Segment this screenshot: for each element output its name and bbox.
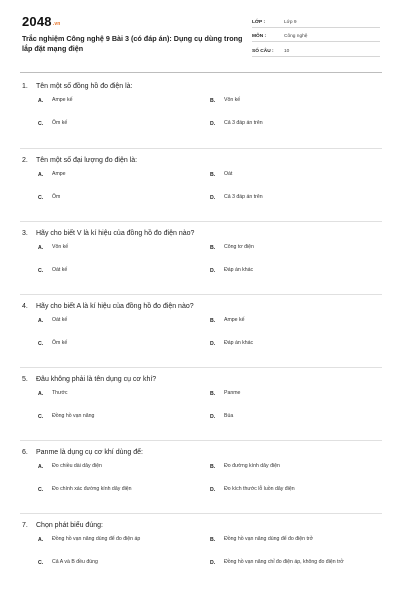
option-text: Đáp án khác <box>224 340 254 346</box>
answer-option[interactable] <box>38 413 214 420</box>
option-text: Cả A và B đều đúng <box>52 559 98 565</box>
option-letter: C. <box>38 267 44 274</box>
question-divider <box>20 440 382 441</box>
option-letter: C. <box>38 559 44 566</box>
meta-value: Công nghệ <box>284 34 308 39</box>
option-text: Búa <box>224 413 234 419</box>
answer-options <box>20 166 382 218</box>
option-text: Đo kích thước lỗ luồn dây điện <box>224 486 295 492</box>
option-letter: A. <box>38 463 44 470</box>
question-number: 4. <box>22 302 28 310</box>
question-number: 2. <box>22 156 28 164</box>
option-letter: B. <box>210 317 216 324</box>
question-text: Tên một số đồng hồ đo điện là: <box>36 82 133 90</box>
answer-option[interactable] <box>38 463 214 470</box>
answer-option[interactable] <box>210 244 386 251</box>
question-header <box>20 80 382 92</box>
question-header <box>20 373 382 385</box>
question-item <box>20 373 382 437</box>
option-letter: C. <box>38 486 44 493</box>
option-text: Oát <box>224 171 233 177</box>
option-text: Oát kế <box>52 267 68 273</box>
question-number: 3. <box>22 229 28 237</box>
answer-option[interactable] <box>210 317 386 324</box>
quiz-meta <box>252 15 380 59</box>
option-letter: C. <box>38 120 44 127</box>
answer-option[interactable] <box>38 120 214 127</box>
answer-option[interactable] <box>210 194 386 201</box>
question-number: 6. <box>22 448 28 456</box>
page-title: Trắc nghiệm Công nghệ 9 Bài 3 (có đáp án): Dụng cụ dùng trong lắp đặt mạng điện <box>22 34 243 53</box>
answer-option[interactable] <box>38 194 214 201</box>
option-text: Đo chính xác đường kính dây điện <box>52 486 132 492</box>
option-letter: C. <box>38 340 44 347</box>
option-letter: D. <box>210 559 216 566</box>
option-text: Oát kế <box>52 317 68 323</box>
question-text: Hãy cho biết V là kí hiệu của đồng hồ đo điện nào? <box>36 229 195 237</box>
answer-option[interactable] <box>210 267 386 274</box>
option-letter: B. <box>210 97 216 104</box>
meta-value: 10 <box>284 48 290 54</box>
question-text: Hãy cho biết A là kí hiệu của đồng hồ đo điện nào? <box>36 302 194 310</box>
question-number: 1. <box>22 82 28 90</box>
option-text: Vôn kế <box>52 244 69 250</box>
question-number: 5. <box>22 375 28 383</box>
answer-option[interactable] <box>38 536 214 543</box>
option-letter: D. <box>210 194 216 201</box>
option-text: Đo đường kính dây điện <box>224 463 280 469</box>
answer-option[interactable] <box>38 559 214 566</box>
option-text: Đồng hồ vạn năng dùng để đo điện trở <box>224 536 314 542</box>
option-text: Ôm kế <box>52 120 68 126</box>
question-text: Panme là dụng cụ cơ khí dùng để: <box>36 448 143 456</box>
option-letter: D. <box>210 120 216 127</box>
question-item <box>20 227 382 291</box>
question-header <box>20 519 382 531</box>
answer-option[interactable] <box>210 559 386 566</box>
option-letter: D. <box>210 413 216 420</box>
option-text: Đồng hồ vạn năng chỉ đo điện áp, không đo điện trở <box>224 559 344 565</box>
option-letter: B. <box>210 244 216 251</box>
answer-option[interactable] <box>210 171 386 178</box>
option-letter: A. <box>38 97 44 104</box>
question-header <box>20 446 382 458</box>
option-text: Ampe kế <box>224 317 245 323</box>
logo-text: 2048 <box>22 14 52 29</box>
question-divider <box>20 221 382 222</box>
answer-options <box>20 385 382 437</box>
question-item <box>20 80 382 144</box>
answer-options <box>20 458 382 510</box>
answer-option[interactable] <box>210 390 386 397</box>
question-number: 7. <box>22 521 28 529</box>
option-text: Công tơ điện <box>224 244 254 250</box>
answer-options <box>20 312 382 364</box>
option-letter: B. <box>210 171 216 178</box>
option-letter: B. <box>210 463 216 470</box>
option-text: Đồng hồ vạn năng dùng để đo điện áp <box>52 536 141 542</box>
question-text: Đâu không phải là tên dụng cụ cơ khí? <box>36 375 157 383</box>
option-letter: A. <box>38 317 44 324</box>
question-divider <box>20 367 382 368</box>
meta-label: MÔN : <box>252 34 267 39</box>
option-letter: A. <box>38 171 44 178</box>
option-text: Ôm kế <box>52 340 68 346</box>
answer-option[interactable] <box>38 244 214 251</box>
meta-row-subject <box>252 30 380 43</box>
option-letter: C. <box>38 413 44 420</box>
question-divider <box>20 294 382 295</box>
answer-option[interactable] <box>210 97 386 104</box>
answer-option[interactable] <box>210 463 386 470</box>
question-header <box>20 300 382 312</box>
site-logo[interactable] <box>22 14 61 29</box>
answer-option[interactable] <box>38 340 214 347</box>
question-text: Chọn phát biểu đúng: <box>36 521 103 529</box>
answer-option[interactable] <box>38 171 214 178</box>
option-letter: A. <box>38 244 44 251</box>
option-letter: A. <box>38 536 44 543</box>
option-text: Đồng hồ vạn năng <box>52 413 95 419</box>
answer-option[interactable] <box>38 267 214 274</box>
option-text: Ôm <box>52 194 61 200</box>
answer-option[interactable] <box>210 486 386 493</box>
option-text: Cả 3 đáp án trên <box>224 120 263 126</box>
question-divider <box>20 148 382 149</box>
answer-option[interactable] <box>38 317 214 324</box>
option-text: Vôn kế <box>224 97 241 103</box>
question-header <box>20 154 382 166</box>
page-header <box>0 0 400 80</box>
option-text: Thước <box>52 390 68 396</box>
question-item <box>20 519 382 583</box>
option-letter: D. <box>210 340 216 347</box>
question-item <box>20 154 382 218</box>
option-text: Cả 3 đáp án trên <box>224 194 263 200</box>
logo-suffix: .vn <box>52 21 61 27</box>
question-text: Tên một số đại lượng đo điện là: <box>36 156 138 164</box>
question-divider <box>20 513 382 514</box>
question-item <box>20 300 382 364</box>
option-letter: B. <box>210 536 216 543</box>
option-letter: C. <box>38 194 44 201</box>
answer-option[interactable] <box>210 340 386 347</box>
option-letter: D. <box>210 486 216 493</box>
meta-row-count <box>252 44 380 57</box>
meta-label: LỚP : <box>252 19 266 25</box>
answer-option[interactable] <box>210 413 386 420</box>
option-text: Đáp án khác <box>224 267 254 273</box>
option-text: Đo chiều dài dây điện <box>52 463 102 469</box>
option-letter: B. <box>210 390 216 397</box>
option-text: Panme <box>224 390 241 396</box>
option-text: Ampe kế <box>52 97 73 103</box>
answer-options <box>20 531 382 583</box>
answer-option[interactable] <box>210 536 386 543</box>
option-letter: A. <box>38 390 44 397</box>
answer-option[interactable] <box>38 390 214 397</box>
question-item <box>20 446 382 510</box>
header-divider <box>20 72 382 73</box>
answer-option[interactable] <box>210 120 386 127</box>
answer-options <box>20 92 382 144</box>
option-letter: D. <box>210 267 216 274</box>
option-text: Ampe <box>52 171 66 177</box>
answer-option[interactable] <box>38 486 214 493</box>
answer-options <box>20 239 382 291</box>
meta-label: SỐ CÂU : <box>252 48 274 54</box>
meta-row-class <box>252 15 380 28</box>
question-header <box>20 227 382 239</box>
meta-value: Lớp 9 <box>284 19 297 25</box>
answer-option[interactable] <box>38 97 214 104</box>
